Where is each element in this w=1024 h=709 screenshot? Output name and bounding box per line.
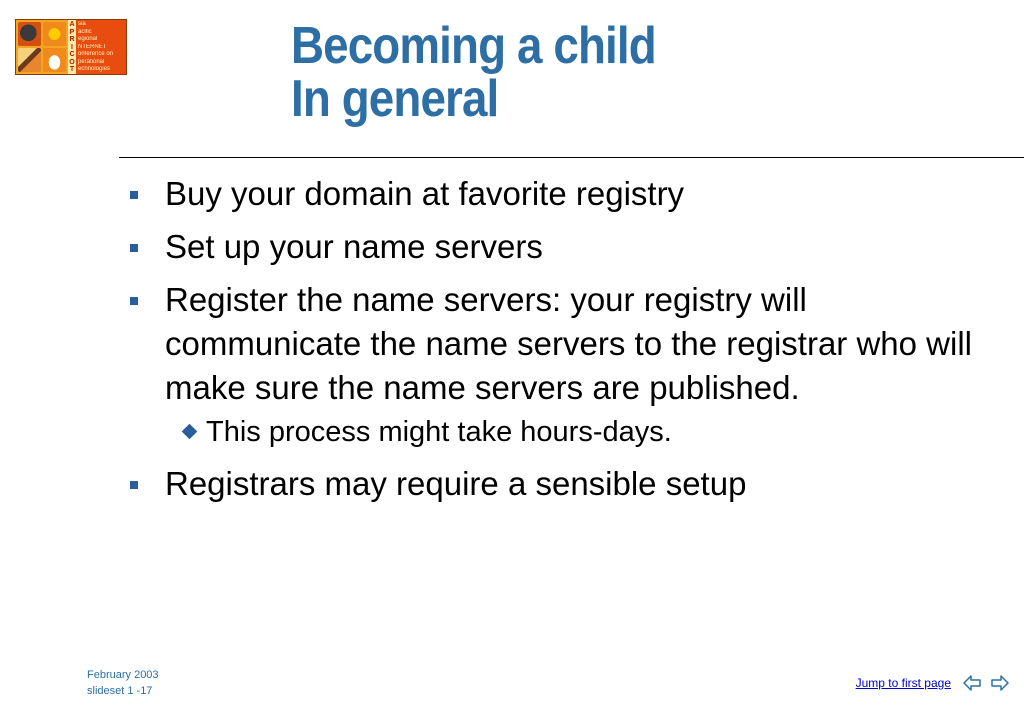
logo-letter: C: [69, 51, 75, 58]
logo-letters: [68, 20, 76, 74]
sub-bullet-text: This process might take hours-days.: [206, 416, 672, 448]
footer-slide-number: slideset 1 -17: [87, 685, 153, 697]
jump-to-first-page-link[interactable]: Jump to first page: [855, 676, 951, 690]
logo-word: perational: [78, 58, 105, 65]
footer-date: February 2003: [87, 669, 159, 681]
cloud-icon: [43, 48, 66, 72]
logo-word: egional: [78, 36, 98, 42]
logo-letter: O: [69, 58, 75, 66]
logo-letter: A: [69, 21, 75, 28]
arrow-left-icon[interactable]: [963, 675, 981, 691]
square-bullet-icon: [130, 481, 138, 489]
sun-icon: [43, 22, 66, 46]
logo-word: NTERNET: [78, 43, 107, 50]
bullet-text: Registrars may require a sensible setup: [165, 465, 747, 502]
bullet-text: Register the name servers: your registry will communicate the name servers to the registrar who will make sure the name servers are published.: [165, 281, 972, 406]
bullet-item: [130, 278, 1010, 410]
apricot-logo: [15, 19, 127, 75]
logo-letter: T: [69, 66, 75, 73]
logo-letter: I: [71, 43, 73, 51]
logo-word: onference on: [78, 51, 114, 57]
bullet-text: Set up your name servers: [165, 228, 543, 265]
sub-bullet-item: [130, 414, 1010, 450]
slide-title: [291, 17, 656, 128]
arrow-right-icon[interactable]: [991, 675, 1009, 691]
bullet-item: [130, 172, 1010, 216]
square-bullet-icon: [130, 297, 138, 305]
square-bullet-icon: [130, 244, 138, 252]
logo-word: acific: [78, 28, 92, 35]
bullet-item: [130, 462, 1010, 506]
slide-footer: [87, 667, 159, 699]
slide-body: [130, 172, 1010, 515]
globe-icon: [18, 22, 41, 46]
logo-letter: R: [69, 36, 75, 43]
diamond-bullet-icon: [182, 424, 198, 440]
logo-words: [76, 20, 126, 74]
square-bullet-icon: [130, 191, 138, 199]
title-divider: [119, 157, 1024, 158]
slide-title-line2: In general: [291, 70, 499, 128]
slide-title-line1: Becoming a child: [291, 17, 656, 75]
bullet-item: [130, 225, 1010, 269]
logo-letter: P: [69, 28, 75, 36]
logo-word: sia: [78, 21, 86, 27]
pencil-icon: [18, 48, 41, 72]
logo-icons: [16, 20, 68, 74]
logo-word: echnologies: [78, 66, 111, 72]
slide-navigation: [856, 675, 1009, 691]
bullet-text: Buy your domain at favorite registry: [165, 175, 685, 212]
